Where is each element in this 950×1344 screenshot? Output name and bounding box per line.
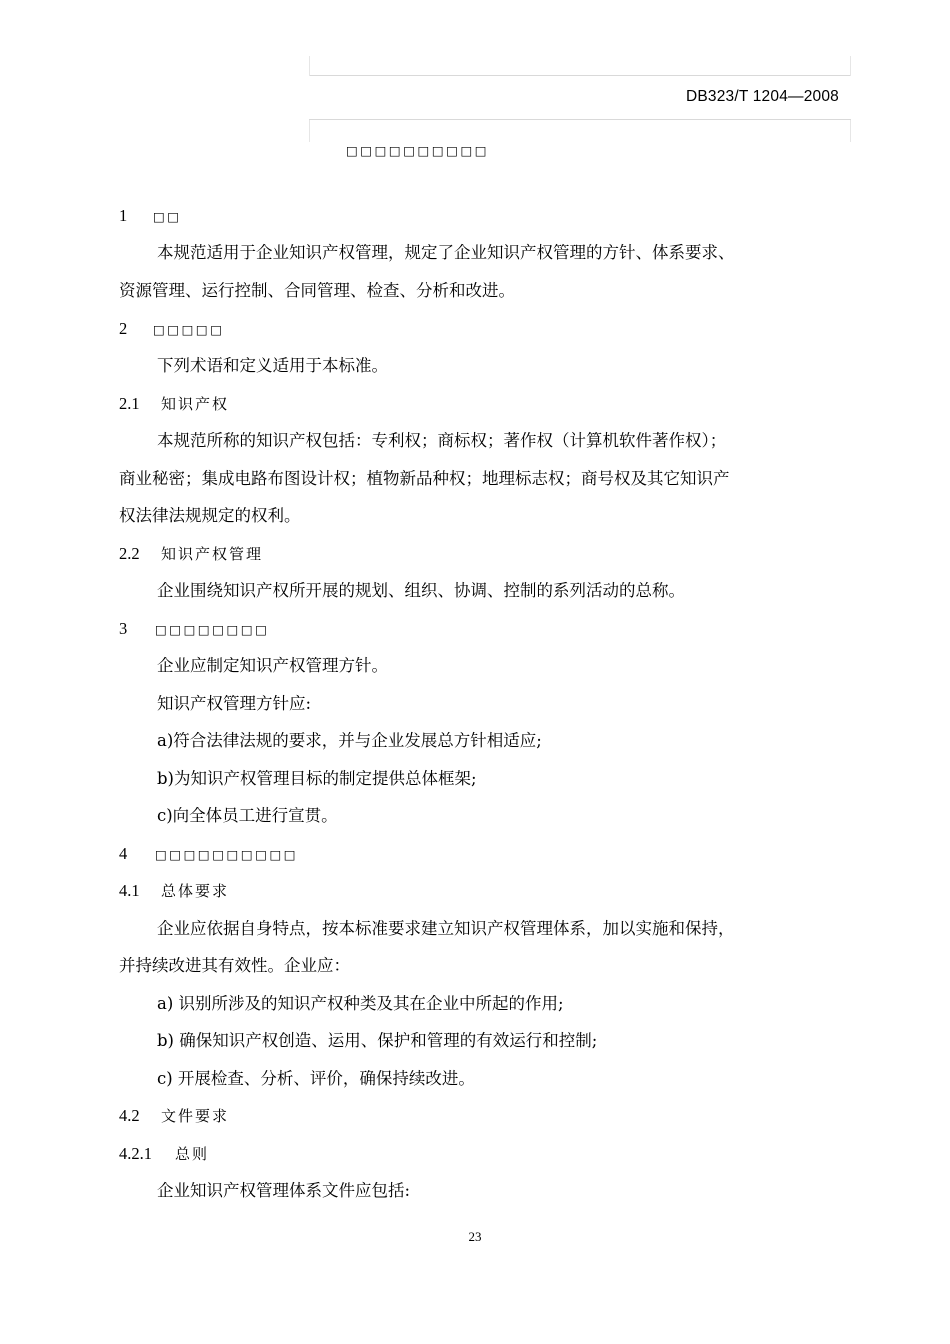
- header-rule-tick-left: [309, 56, 310, 76]
- header-rule-top: [309, 75, 851, 76]
- section-title: □□: [153, 209, 182, 224]
- subsection-number: 2.1: [119, 394, 140, 413]
- subsection-title: 文件要求: [161, 1107, 230, 1125]
- paragraph-line: 资源管理、运行控制、合同管理、检查、分析和改进。: [119, 281, 515, 300]
- paragraph-line: 商业秘密；集成电路布图设计权；植物新品种权；地理标志权；商号权及其它知识产: [119, 469, 730, 488]
- paragraph-line: 本规范所称的知识产权包括：专利权；商标权；著作权（计算机软件著作权）；: [157, 431, 727, 450]
- section-number: 2: [119, 319, 128, 338]
- standard-code: DB323/T 1204—2008: [685, 88, 839, 105]
- paragraph-line: 企业应制定知识产权管理方针。: [157, 656, 388, 675]
- paragraph-line: 本规范适用于企业知识产权管理，规定了企业知识产权管理的方针、体系要求、: [157, 243, 735, 262]
- subsection-title: 总则: [175, 1145, 210, 1163]
- header-rule-tick-right-lower: [850, 120, 851, 142]
- section-title: □□□□□□□□: [155, 622, 270, 637]
- paragraph-line: 企业围绕知识产权所开展的规划、组织、协调、控制的系列活动的总称。: [157, 581, 685, 600]
- section-number: 4: [119, 844, 128, 863]
- page-number: 23: [468, 1229, 482, 1244]
- header-rule-tick-right: [850, 56, 851, 76]
- list-item: c) 开展检查、分析、评价，确保持续改进。: [157, 1069, 475, 1088]
- paragraph-line: 并持续改进其有效性。企业应：: [119, 956, 350, 975]
- section-heading: [119, 844, 298, 865]
- subsection-heading: [119, 881, 229, 901]
- paragraph-line: 权法律法规规定的权利。: [119, 506, 301, 525]
- section-heading: [119, 319, 225, 340]
- list-item: a) 识别所涉及的知识产权种类及其在企业中所起的作用;: [157, 994, 564, 1013]
- section-number: 3: [119, 619, 128, 638]
- subsection-heading: [119, 394, 229, 414]
- document-title: □□□□□□□□□□: [346, 143, 490, 158]
- subsection-title: 知识产权: [161, 395, 230, 413]
- subsection-heading: [119, 1144, 209, 1164]
- list-item: b)为知识产权管理目标的制定提供总体框架;: [157, 769, 477, 788]
- paragraph-line: 下列术语和定义适用于本标准。: [157, 356, 388, 375]
- header-rule-tick-left-lower: [309, 120, 310, 142]
- subsection-number: 4.2.1: [119, 1144, 152, 1163]
- section-heading: [119, 206, 182, 227]
- list-item: b) 确保知识产权创造、运用、保护和管理的有效运行和控制;: [157, 1031, 598, 1050]
- section-title: □□□□□□□□□□: [155, 847, 299, 862]
- list-item: a)符合法律法规的要求，并与企业发展总方针相适应;: [157, 731, 542, 750]
- subsection-heading: [119, 544, 263, 564]
- paragraph-line: 企业应依据自身特点，按本标准要求建立知识产权管理体系，加以实施和保持，: [157, 919, 735, 938]
- section-title: □□□□□: [153, 322, 225, 337]
- subsection-number: 4.1: [119, 881, 140, 900]
- subsection-number: 4.2: [119, 1106, 140, 1125]
- subsection-title: 知识产权管理: [161, 545, 264, 563]
- section-heading: [119, 619, 269, 640]
- subsection-number: 2.2: [119, 544, 140, 563]
- paragraph-line: 知识产权管理方针应:: [157, 694, 312, 713]
- subsection-title: 总体要求: [161, 882, 230, 900]
- header-rule-bottom: [309, 119, 851, 120]
- section-number: 1: [119, 206, 128, 225]
- list-item: c)向全体员工进行宣贯。: [157, 806, 338, 825]
- subsection-heading: [119, 1106, 229, 1126]
- paragraph-line: 企业知识产权管理体系文件应包括:: [157, 1181, 411, 1200]
